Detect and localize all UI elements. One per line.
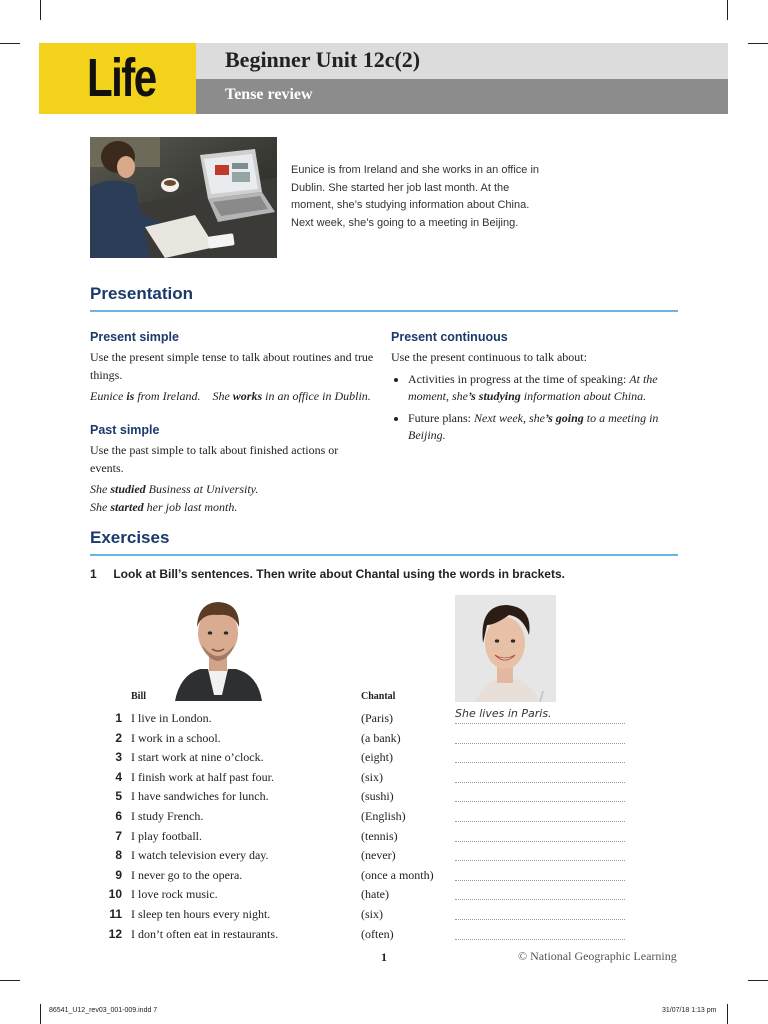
bill-sentence: I love rock music. [131,887,218,902]
chantal-prompt: (never) [361,848,396,863]
subtitle-band [196,79,728,114]
exercise-item [100,927,640,947]
past-simple-example-2: She started her job last month. [90,499,238,514]
chantal-photo [455,595,556,702]
item-number: 8 [115,848,122,863]
past-simple-text [90,442,370,516]
bill-sentence: I sleep ten hours every night. [131,907,271,921]
list-item: • Activities in progress at the time of speaking: At the moment, she’s studying information about China. [408,371,681,406]
chantal-prompt: (often) [361,926,394,941]
answer-line[interactable] [455,860,625,861]
chantal-prompt: (tennis) [361,828,398,843]
bill-sentence: I play football. [131,828,202,843]
present-continuous-list [391,371,681,445]
eunice-photo [90,137,277,258]
item-number: 9 [115,867,122,882]
bill-sentence: I live in London. [131,711,212,725]
answer-line[interactable] [455,919,625,920]
answer-text: She lives in Paris. [455,707,552,720]
bill-sentence: I never go to the opera. [131,867,243,882]
print-slug-date: 31/07/18 1:13 pm [662,1007,717,1014]
crop-mark [748,980,768,981]
exercise-item [100,887,640,907]
page-subtitle: Tense review [225,86,313,103]
life-logo [39,43,196,114]
item-number: 3 [115,750,122,765]
exercises-heading-text: Exercises [90,528,170,547]
item-number: 1 [115,711,122,725]
print-slug-file: 86541_U12_rev03_001-009.indd 7 [49,1007,158,1014]
exercise-item [100,809,640,829]
column-bill: Bill [131,691,147,702]
past-simple-example-1: She studied Business at University. [90,482,259,496]
bill-sentence: I work in a school. [131,730,221,745]
copyright: © National Geographic Learning [518,949,677,963]
chantal-prompt: (once a month) [361,867,434,882]
past-simple-heading: Past simple [90,423,160,437]
list-item: • Future plans: Next week, she’s going to a meeting in Beijing. [408,410,681,445]
exercise-item [100,750,640,770]
chantal-prompt: (six) [361,769,383,784]
answer-line[interactable] [455,880,625,881]
item-number: 4 [115,769,122,784]
crop-mark [748,43,768,44]
exercise-item [100,731,640,751]
presentation-heading [90,284,678,312]
exercise-item [100,829,640,849]
present-continuous-text [391,349,681,449]
task-text: Look at Bill’s sentences. Then write about Chantal using the words in brackets. [113,567,565,581]
page-title: Beginner Unit 12c(2) [225,47,421,72]
item-number: 12 [108,926,122,941]
present-continuous-heading: Present continuous [391,330,508,344]
exercise-item [100,707,640,731]
item-number: 5 [115,789,122,804]
title-band [196,43,728,79]
chantal-prompt: (eight) [361,750,393,765]
chantal-prompt: (a bank) [361,730,401,745]
answer-line[interactable] [455,821,625,822]
bill-sentence: I finish work at half past four. [131,769,274,784]
answer-line[interactable] [455,841,625,842]
crop-mark [727,1004,728,1024]
chantal-prompt: (English) [361,809,406,823]
present-simple-heading: Present simple [90,330,179,344]
bill-sentence: I study French. [131,809,204,823]
exercise-item [100,868,640,888]
bill-photo [170,595,266,701]
bill-sentence: I have sandwiches for lunch. [131,789,269,804]
answer-line[interactable] [455,782,625,783]
item-number: 7 [115,828,122,843]
bill-sentence: I start work at nine o’clock. [131,750,264,765]
bill-sentence: I watch television every day. [131,848,269,863]
crop-mark [0,980,20,981]
task-instruction [90,567,565,581]
present-simple-examples: Eunice is from Ireland. She works in an office in Dublin. [90,389,371,403]
chantal-prompt: (sushi) [361,789,394,804]
chantal-prompt: (six) [361,907,383,921]
answer-line[interactable] [455,801,625,802]
bill-sentence: I don’t often eat in restaurants. [131,926,279,941]
answer-line[interactable] [455,762,625,763]
column-chantal: Chantal [361,691,396,702]
task-number: 1 [90,567,97,581]
chantal-prompt: (Paris) [361,711,393,725]
logo-text: Life [87,48,156,108]
presentation-heading-text: Presentation [90,284,193,303]
crop-mark [40,1004,41,1024]
answer-line[interactable] [455,939,625,940]
chantal-prompt: (hate) [361,887,389,902]
intro-paragraph: Eunice is from Ireland and she works in an office in Dublin. She started her job last month. At the moment, she’s studying information about China. Next week, she’s going to a meeting in Beijing. [291,164,540,229]
exercise-item [100,770,640,790]
item-number: 10 [108,887,122,902]
exercise-item [100,848,640,868]
item-number: 2 [115,730,122,745]
present-simple-rule: Use the present simple tense to talk about routines and true things. [90,350,374,382]
exercise-item [100,907,640,927]
crop-mark [40,0,41,20]
exercises-heading [90,528,678,556]
item-number: 11 [109,907,122,921]
crop-mark [0,43,20,44]
present-continuous-rule: Use the present continuous to talk about: [391,350,587,364]
present-simple-text [90,349,375,406]
answer-line[interactable] [455,723,625,724]
exercise-item [100,789,640,809]
crop-mark [727,0,728,20]
answer-line[interactable] [455,899,625,900]
item-number: 6 [115,809,122,823]
answer-line[interactable] [455,743,625,744]
past-simple-rule: Use the past simple to talk about finished actions or events. [90,443,339,475]
page-number: 1 [381,950,387,964]
